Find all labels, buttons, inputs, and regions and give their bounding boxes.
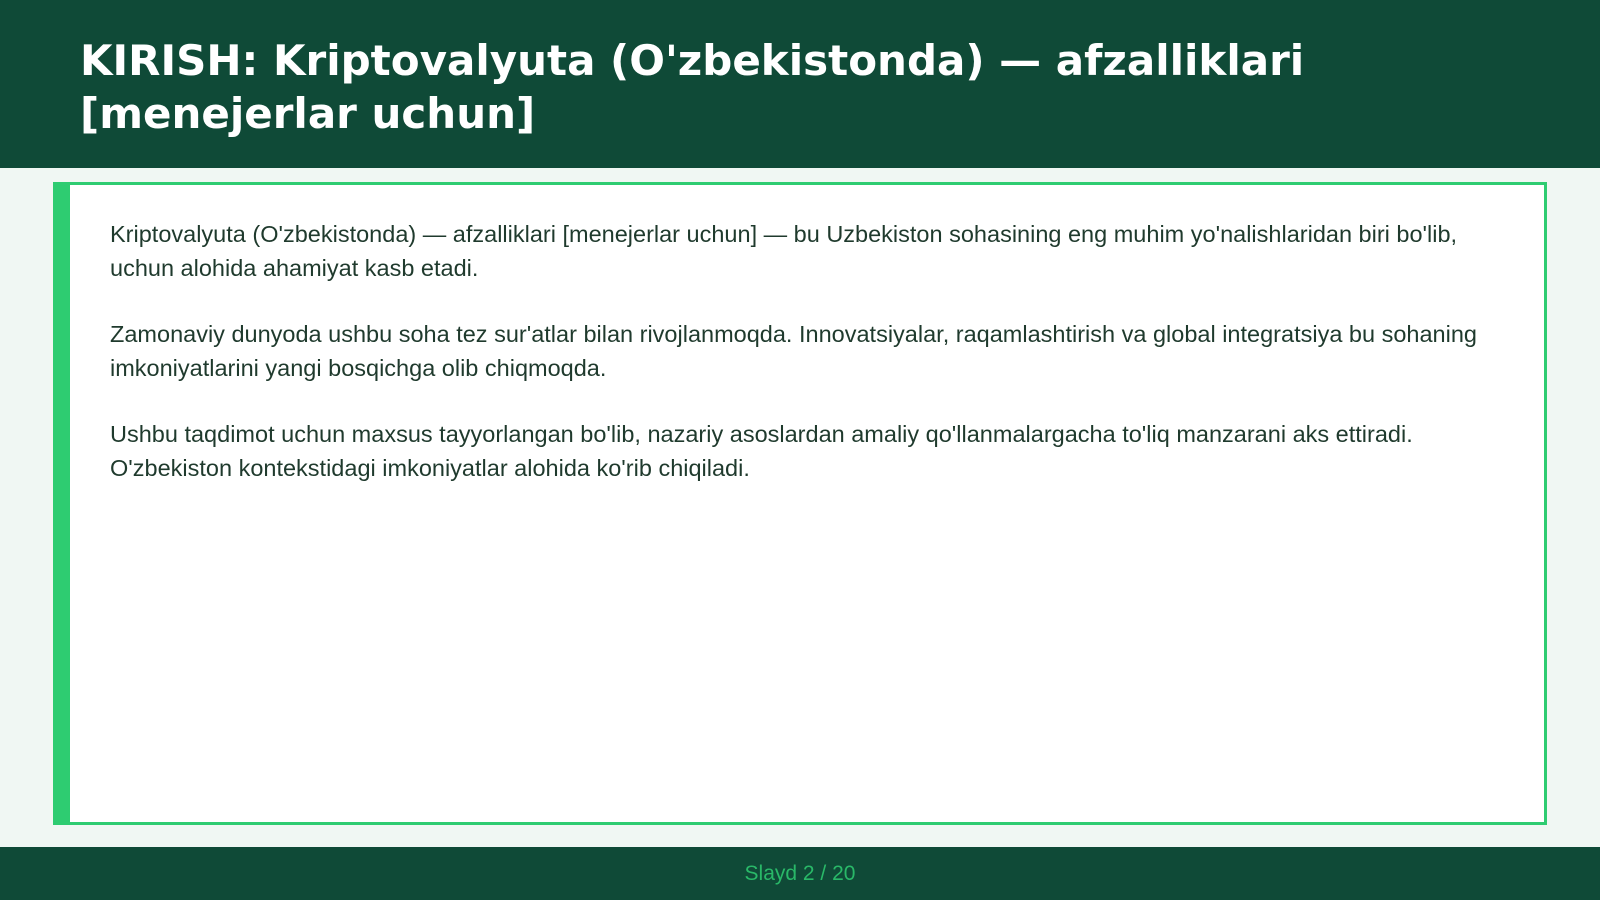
content-card [53,182,1547,825]
paragraph-presentation-scope: Ushbu taqdimot uchun maxsus tayyorlangan bo'lib, nazariy asoslardan amaliy qo'llanmalargacha to'liq manzarani aks ettiradi. O'zbekiston kontekstidagi imkoniyatlar alohida ko'rib chiqiladi. [110,421,1413,481]
slide-counter: Slayd 2 / 20 [744,861,856,885]
slide-footer [0,847,1600,900]
paragraph-intro: Kriptovalyuta (O'zbekistonda) — afzalliklari [menejerlar uchun] — bu Uzbekiston sohasining eng muhim yo'nalishlaridan biri bo'lib, uchun alohida ahamiyat kasb etadi. [110,221,1458,281]
slide-title: KIRISH: Kriptovalyuta (O'zbekistonda) — afzalliklari [menejerlar uchun] [80,36,1305,138]
paragraph-modern-world: Zamonaviy dunyoda ushbu soha tez sur'atlar bilan rivojlanmoqda. Innovatsiyalar, raqamlashtirish va global integratsiya bu sohaning imkoniyatlarini yangi bosqichga olib chiqmoqda. [110,321,1477,381]
slide-header [0,0,1600,168]
